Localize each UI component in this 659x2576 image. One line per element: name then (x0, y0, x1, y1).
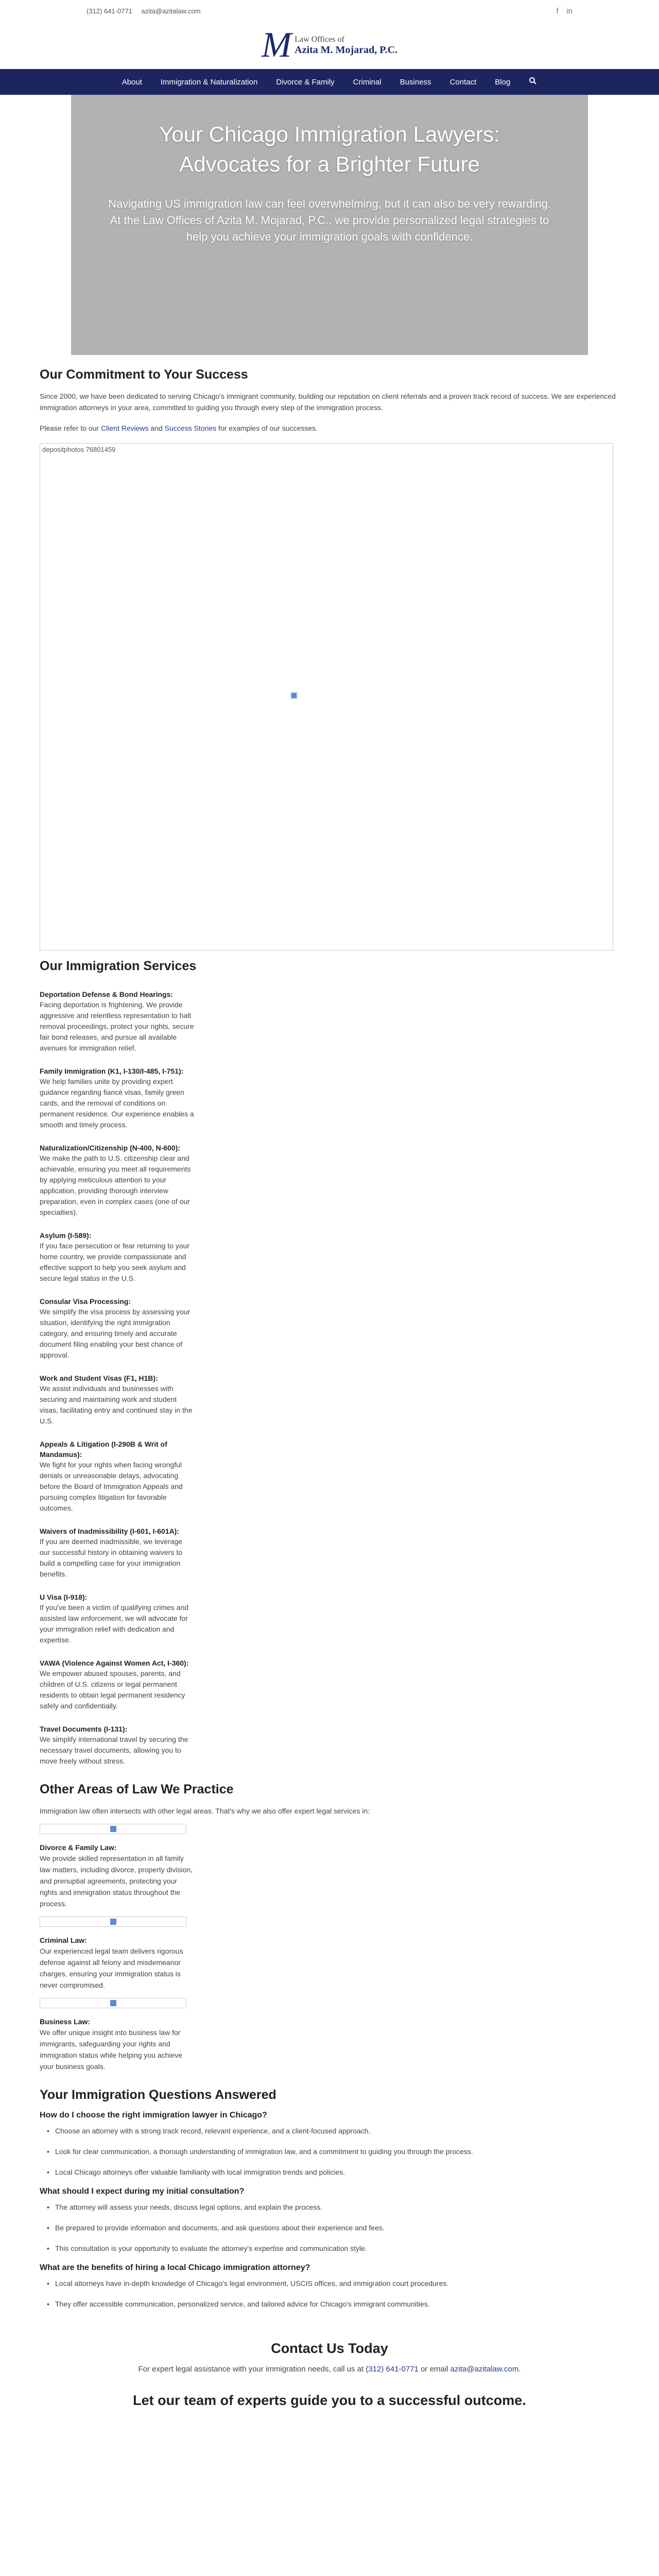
feature-image (40, 443, 613, 951)
service-title: Appeals & Litigation (I-290B & Writ of Mandamus): (40, 1440, 167, 1459)
hero-text-2: At the Law Offices of Azita M. Mojarad, P.C., we provide personalized legal strategies to help you achieve your immigration goals with confidence. (110, 214, 549, 243)
service-item (40, 1230, 194, 1284)
phone-link[interactable]: (312) 641-0771 (86, 7, 132, 15)
faq-answer-item: • Local Chicago attorneys offer valuable familiarity with local immigration trends and policies. (40, 2166, 619, 2178)
faq-answer-list (40, 2125, 619, 2178)
contact-end: . (518, 2365, 521, 2374)
nav-divorce-family[interactable]: Divorce & Family (276, 77, 335, 87)
logo-line-1: Law Offices of (294, 35, 344, 44)
contact-tagline: Let our team of experts guide you to a successful outcome. (133, 2393, 526, 2408)
logo-line-2: Azita M. Mojarad, P.C. (294, 44, 398, 56)
nav-immigration[interactable]: Immigration & Naturalization (160, 77, 258, 87)
faq-answer-list (40, 2201, 619, 2254)
image-alt-text: depositphotos 76801459 (42, 446, 116, 453)
faq-question: What are the benefits of hiring a local Chicago immigration attorney? (40, 2263, 310, 2272)
contact-text (40, 2364, 619, 2375)
hero-text-1: Navigating US immigration law can feel overwhelming, but it can also be very rewarding. (108, 197, 551, 210)
faq-answer-list (40, 2278, 619, 2310)
facebook-icon[interactable]: f (556, 6, 559, 15)
faq-answer-item: • The attorney will assess your needs, discuss legal options, and explain the process. (40, 2201, 619, 2213)
refer-and: and (148, 424, 165, 432)
services-section (40, 959, 619, 1767)
practice-area (40, 1917, 194, 1991)
commitment-refer (40, 422, 619, 434)
service-item (40, 989, 194, 1054)
contact-pre: For expert legal assistance with your immigration needs, call us at (138, 2365, 366, 2374)
service-title: Consular Visa Processing: (40, 1297, 131, 1306)
service-title: Naturalization/Citizenship (N-400, N-600): (40, 1144, 181, 1152)
contact-mid: or email (418, 2365, 450, 2374)
service-desc: Facing deportation is frightening. We provide aggressive and relentless representation to halt removal proceedings, protect your rights, secure fair bond releases, and pursue all available avenues for immigration relief. (40, 1001, 194, 1052)
service-title: Travel Documents (I-131): (40, 1725, 128, 1733)
service-desc: We assist individuals and businesses with securing and maintaining work and student visas, facilitating entry and continued stay in the U.S. (40, 1384, 193, 1425)
email-link[interactable]: azita@azitalaw.com (141, 7, 201, 15)
commitment-title: Our Commitment to Your Success (40, 367, 248, 382)
service-desc: We fight for your rights when facing wrongful denials or unreasonable delays, advocating before the Board of Immigration Appeals and pursuing complex litigation for favorable outcomes. (40, 1461, 183, 1512)
faq-question: What should I expect during my initial consultation? (40, 2187, 245, 2196)
service-desc: We simplify the visa process by assessing your situation, identifying the right immigration category, and ensuring timely and accurate document filing enabling your best chance of approval. (40, 1308, 190, 1359)
service-item (40, 1526, 194, 1580)
nav-about[interactable]: About (122, 77, 142, 87)
broken-image-icon (110, 2000, 116, 2006)
services-title: Our Immigration Services (40, 959, 197, 973)
search-icon[interactable] (529, 77, 537, 87)
service-desc: If you are deemed inadmissible, we leverage our successful history in obtaining waivers to build a compelling case for your immigration benefits. (40, 1537, 183, 1578)
practice-desc: We provide skilled representation in all family law matters, including divorce, property division, and prenuptial agreements, protecting your rights and immigration status throughout the process. (40, 1854, 193, 1908)
services-list (40, 989, 194, 1767)
service-desc: We empower abused spouses, parents, and children of U.S. citizens or legal permanent residents to obtain legal permanent residency safely and confidentially. (40, 1669, 185, 1710)
contact-title: Contact Us Today (271, 2341, 388, 2356)
faq-answer-item: • Be prepared to provide information and documents, and ask questions about their experience and fees. (40, 2222, 619, 2233)
service-item (40, 1592, 194, 1646)
success-stories-link[interactable]: Success Stories (164, 424, 217, 432)
practice-title: Business Law: (40, 2018, 91, 2026)
linkedin-icon[interactable]: in (566, 6, 573, 15)
other-areas-list (40, 1824, 619, 2072)
broken-image-icon (290, 692, 298, 699)
faq-answer-item: • Look for clear communication, a thorough understanding of immigration law, and a commitment to guiding you through the process. (40, 2146, 619, 2157)
nav-blog[interactable]: Blog (495, 77, 511, 87)
site-logo[interactable] (262, 27, 397, 63)
client-reviews-link[interactable]: Client Reviews (101, 424, 149, 432)
service-item (40, 1439, 194, 1514)
top-bar (0, 0, 659, 22)
faq-answer-item: • They offer accessible communication, personalized service, and tailored advice for Chicago's immigrant communities. (40, 2298, 619, 2310)
service-item (40, 1066, 194, 1130)
hero-title-2: Advocates for a Brighter Future (179, 152, 480, 176)
practice-desc: Our experienced legal team delivers rigorous defense against all felony and misdemeanor charges, ensuring your immigration status is never compromised. (40, 1947, 183, 1989)
service-desc: We make the path to U.S. citizenship clear and achievable, ensuring you meet all requirements by applying meticulous attention to your application, providing thorough interview preparation, even in complex cases (one of our specialties). (40, 1154, 191, 1216)
service-item (40, 1296, 194, 1361)
hero-banner (71, 95, 588, 355)
service-desc: If you've been a victim of qualifying crimes and assisted law enforcement, we will advocate for your immigration relief with dedication and expertise. (40, 1603, 189, 1644)
nav-business[interactable]: Business (400, 77, 431, 87)
broken-image-icon (110, 1826, 116, 1832)
refer-pre: Please refer to our (40, 424, 101, 432)
service-item (40, 1724, 194, 1767)
practice-desc: We offer unique insight into business law for immigrants, safeguarding your rights and immigration status while helping you achieve your business goals. (40, 2028, 183, 2071)
practice-image (40, 1917, 186, 1927)
commitment-section (40, 355, 619, 951)
faq-answer-item: • Choose an attorney with a strong track record, relevant experience, and a client-focused approach. (40, 2125, 619, 2137)
contact-email-link[interactable]: azita@azitalaw.com (450, 2365, 519, 2374)
main-nav (0, 69, 659, 95)
nav-contact[interactable]: Contact (449, 77, 477, 87)
other-areas-title: Other Areas of Law We Practice (40, 1782, 234, 1797)
service-desc: If you face persecution or fear returning to your home country, we provide compassionate and effective support to help you seek asylum and secure legal status in the U.S. (40, 1242, 190, 1282)
hero-title-1: Your Chicago Immigration Lawyers: (159, 122, 500, 146)
service-title: Family Immigration (K1, I-130/I-485, I-751): (40, 1067, 184, 1075)
contact-phone-link[interactable]: (312) 641-0771 (366, 2365, 419, 2374)
practice-image (40, 1824, 186, 1834)
practice-image (40, 1998, 186, 2008)
practice-area (40, 1824, 194, 1909)
commitment-body: Since 2000, we have been dedicated to serving Chicago's immigrant community, building our reputation on client referrals and a proven track record of success. We are experienced immigration attorneys in your area, committed to guiding you through every step of the immigration process. (40, 392, 616, 412)
site-header (0, 22, 659, 69)
practice-area (40, 1998, 194, 2072)
faq-answer-item: • Local attorneys have in-depth knowledge of Chicago's legal environment, USCIS offices, and immigration court procedures. (40, 2278, 619, 2289)
practice-title: Criminal Law: (40, 1936, 87, 1944)
practice-title: Divorce & Family Law: (40, 1843, 117, 1852)
contact-section (40, 2341, 619, 2409)
service-title: Deportation Defense & Bond Hearings: (40, 990, 174, 998)
service-title: VAWA (Violence Against Women Act, I-360): (40, 1659, 189, 1667)
service-title: U Visa (I-918): (40, 1593, 88, 1601)
faq-list (40, 2111, 619, 2310)
service-item (40, 1143, 194, 1218)
refer-post: for examples of our successes. (216, 424, 318, 432)
broken-image-icon (110, 1919, 116, 1925)
faq-question: How do I choose the right immigration lawyer in Chicago? (40, 2111, 267, 2120)
other-areas-section (40, 1782, 619, 2072)
logo-mark: M (261, 25, 292, 65)
faq-section (40, 2088, 619, 2310)
other-areas-intro: Immigration law often intersects with other legal areas. That's why we also offer expert legal services in: (40, 1807, 370, 1815)
service-title: Asylum (I-589): (40, 1231, 92, 1240)
faq-answer-item: • This consultation is your opportunity to evaluate the attorney's expertise and communication style. (40, 2243, 619, 2254)
service-desc: We simplify international travel by securing the necessary travel documents, allowing you to move freely without stress. (40, 1735, 188, 1765)
faq-title: Your Immigration Questions Answered (40, 2088, 276, 2102)
service-item (40, 1658, 194, 1711)
service-desc: We help families unite by providing expert guidance regarding fiancé visas, family green cards, and the removal of conditions on permanent residence. Our experience enables a smooth and timely process. (40, 1077, 194, 1129)
service-title: Work and Student Visas (F1, H1B): (40, 1374, 158, 1382)
service-item (40, 1373, 194, 1427)
service-title: Waivers of Inadmissibility (I-601, I-601A): (40, 1527, 180, 1535)
nav-criminal[interactable]: Criminal (353, 77, 381, 87)
